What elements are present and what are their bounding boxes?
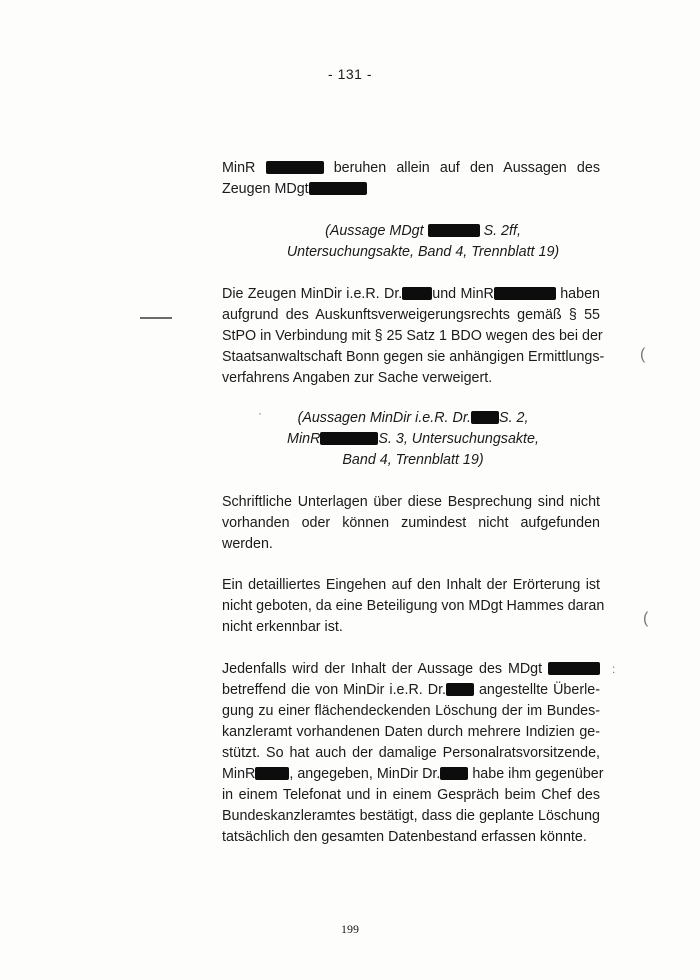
text-fragment: betreffend die von MinDir i.e.R. Dr.	[222, 682, 447, 698]
paragraph-5	[222, 659, 604, 848]
redaction-block	[402, 287, 432, 300]
text-fragment: MinR	[222, 160, 256, 176]
text-line: aufgrund des Auskunftsverweigerungsrechts gemäß § 55	[222, 307, 600, 323]
paragraph-2	[222, 284, 605, 389]
text-line	[222, 429, 604, 450]
text-line: stützt. So hat auch der damalige Personalratsvorsitzende,	[222, 745, 600, 761]
page-number-top: - 131 -	[328, 66, 372, 82]
scan-artifact-mark: (	[640, 346, 646, 363]
text-fragment: Die Zeugen MinDir i.e.R. Dr.	[222, 286, 403, 302]
scan-artifact-mark: (	[643, 610, 649, 627]
text-line	[222, 408, 604, 429]
text-line	[222, 764, 604, 785]
redaction-block	[255, 767, 289, 780]
text-line	[222, 659, 600, 680]
citation-2	[222, 408, 604, 471]
text-line: vorhanden oder können zumindest nicht aufgefunden	[222, 515, 600, 531]
paragraph-3	[222, 492, 600, 555]
text-line: kanzleramt vorhandenen Daten durch mehrere Indizien ge-	[222, 724, 600, 740]
text-fragment: MinR	[222, 766, 256, 782]
text-line: tatsächlich den gesamten Datenbestand erfassen könnte.	[222, 829, 587, 845]
paragraph-1	[222, 158, 600, 200]
scan-artifact-mark: ·	[258, 406, 262, 420]
scan-artifact-dash	[140, 317, 172, 319]
text-line: Ein detailliertes Eingehen auf den Inhalt der Erörterung ist	[222, 577, 600, 593]
text-line	[232, 221, 614, 242]
text-line: Staatsanwaltschaft Bonn gegen sie anhängigen Ermittlungs-	[222, 349, 605, 365]
text-line: Untersuchungsakte, Band 4, Trennblatt 19)	[286, 244, 560, 260]
redaction-block	[548, 662, 600, 675]
text-fragment: (Aussagen MinDir i.e.R. Dr.	[297, 410, 472, 426]
text-fragment: Jedenfalls wird der Inhalt der Aussage des MDgt	[222, 661, 543, 677]
redaction-block	[446, 683, 474, 696]
text-fragment: , angegeben, MinDir Dr.	[289, 766, 441, 782]
text-fragment: (Aussage MDgt	[325, 223, 424, 239]
redaction-block	[428, 224, 480, 237]
redaction-block	[494, 287, 556, 300]
text-fragment: S. 2ff,	[483, 223, 521, 239]
text-fragment: habe ihm gegenüber	[472, 766, 604, 782]
text-line	[222, 284, 600, 305]
text-fragment: und MinR	[432, 286, 494, 302]
text-line	[222, 680, 600, 701]
text-line: Schriftliche Unterlagen über diese Besprechung sind nicht	[222, 494, 600, 510]
text-line: Bundeskanzleramtes bestätigt, dass die geplante Löschung	[222, 808, 600, 824]
text-line: gung zu einer flächendeckenden Löschung der im Bundes-	[222, 703, 600, 719]
text-fragment: S. 2,	[499, 410, 529, 426]
text-fragment: haben	[560, 286, 600, 302]
text-fragment: beruhen allein auf den Aussagen des	[333, 160, 600, 176]
redaction-block	[320, 432, 378, 445]
citation-1	[232, 221, 614, 263]
text-fragment: Zeugen MDgt	[222, 181, 309, 197]
redaction-block	[471, 411, 499, 424]
text-line	[222, 158, 600, 179]
text-line	[222, 179, 600, 200]
text-fragment: angestellte Überle-	[478, 682, 600, 698]
text-fragment: MinR	[287, 431, 321, 447]
text-fragment: S. 3, Untersuchungsakte,	[378, 431, 539, 447]
paragraph-4	[222, 575, 605, 638]
redaction-block	[266, 161, 324, 174]
text-line: in einem Telefonat und in einem Gespräch beim Chef des	[222, 787, 600, 803]
text-line: Band 4, Trennblatt 19)	[342, 452, 484, 468]
text-line: nicht geboten, da eine Beteiligung von MDgt Hammes daran	[222, 598, 605, 614]
text-line: StPO in Verbindung mit § 25 Satz 1 BDO wegen des bei der	[222, 328, 603, 344]
text-line: werden.	[222, 536, 273, 552]
text-line: nicht erkennbar ist.	[222, 619, 343, 635]
redaction-block	[309, 182, 367, 195]
redaction-block	[440, 767, 468, 780]
text-line: verfahrens Angaben zur Sache verweigert.	[222, 370, 493, 386]
scan-artifact-mark: :	[612, 662, 616, 676]
page-number-bottom: 199	[341, 922, 359, 936]
